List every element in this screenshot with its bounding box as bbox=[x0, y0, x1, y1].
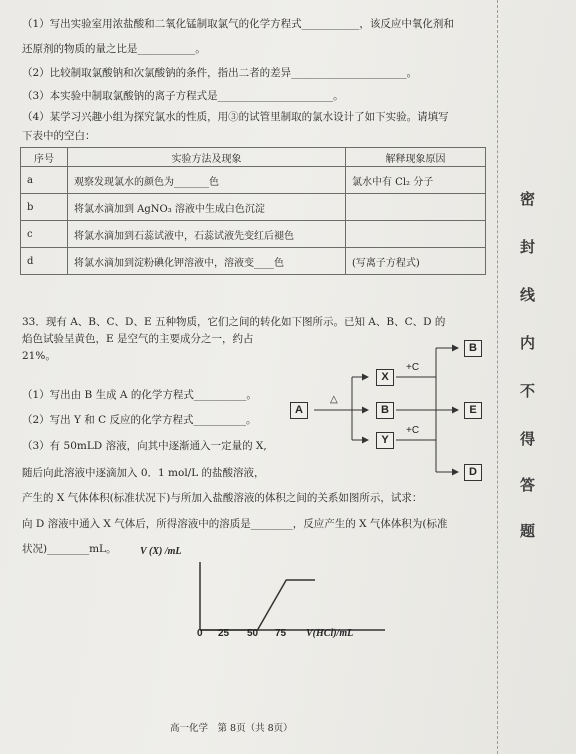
seal-char: 内 bbox=[520, 334, 536, 352]
q32-line-2: 还原剂的物质的量之比是___________。 bbox=[22, 43, 206, 55]
seal-char: 答 bbox=[520, 476, 536, 494]
q33-sub-1: （1）写出由 B 生成 A 的化学方程式__________。 bbox=[22, 389, 257, 401]
cell-id: d bbox=[21, 248, 68, 275]
q32-line-4: （3）本实验中制取氯酸钠的离子方程式是______________________。 bbox=[22, 90, 344, 102]
page-footer: 高一化学 第 8页（共 8页） bbox=[170, 723, 293, 734]
node-D: D bbox=[464, 464, 482, 481]
tick-0: 0 bbox=[197, 628, 203, 639]
q33-sub-3: （3）有 50mLD 溶液，向其中逐渐通入一定量的 X, bbox=[22, 440, 267, 452]
col-header-reason: 解释现象原因 bbox=[346, 148, 486, 167]
seal-char: 不 bbox=[520, 382, 536, 400]
node-X: X bbox=[376, 369, 394, 386]
q32-line-3: （2）比较制取氯酸钠和次氯酸钠的条件，指出二者的差异______________________。 bbox=[22, 67, 418, 79]
q33-line-3: 21%。 bbox=[22, 350, 56, 362]
q33-sub-6: 向 D 溶液中通入 X 气体后，所得溶液中的溶质是________，反应产生的 X 气体体积为(标准 bbox=[22, 518, 448, 530]
cell-id: b bbox=[21, 194, 68, 221]
cell-reason: (写离子方程式) bbox=[346, 248, 486, 275]
tick-75: 75 bbox=[275, 628, 287, 639]
volume-graph bbox=[180, 552, 400, 650]
cell-id: c bbox=[21, 221, 68, 248]
q33-sub-7: 状况)________mL。 bbox=[22, 543, 117, 555]
seal-char: 得 bbox=[520, 430, 536, 448]
q33-sub-5: 产生的 X 气体体积(标准状况下)与所加入盐酸溶液的体积之间的关系如图所示，试求： bbox=[22, 492, 423, 504]
plus-c-label-top: +C bbox=[406, 362, 420, 373]
cell-method: 将氯水滴加到 AgNO₃ 溶液中生成白色沉淀 bbox=[68, 194, 346, 221]
col-header-id: 序号 bbox=[21, 148, 68, 167]
node-Y: Y bbox=[376, 432, 394, 449]
q32-line-6: 下表中的空白： bbox=[22, 130, 96, 142]
node-A: A bbox=[290, 402, 308, 419]
col-header-method: 实验方法及现象 bbox=[68, 148, 346, 167]
tick-25: 25 bbox=[218, 628, 230, 639]
node-B-middle: B bbox=[376, 402, 394, 419]
cell-reason: 氯水中有 Cl₂ 分子 bbox=[346, 167, 486, 194]
seal-line bbox=[497, 0, 499, 754]
q32-line-5: （4）某学习兴趣小组为探究氯水的性质，用③的试管里制取的氯水设计了如下实验。请填写 bbox=[22, 111, 449, 123]
series-line bbox=[200, 580, 315, 630]
q32-line-1: （1）写出实验室用浓盐酸和二氧化锰制取氯气的化学方程式___________，该反应中氧化剂和 bbox=[22, 18, 454, 30]
node-E: E bbox=[464, 402, 482, 419]
q33-line-2: 焰色试验呈黄色，E 是空气的主要成分之一，约占 bbox=[22, 333, 254, 345]
cell-id: a bbox=[21, 167, 68, 194]
cell-method: 观察发现氯水的颜色为_______色 bbox=[68, 167, 346, 194]
graph-y-label: V (X) /mL bbox=[140, 546, 182, 557]
cell-method: 将氯水滴加到石蕊试液中，石蕊试液先变红后褪色 bbox=[68, 221, 346, 248]
cell-method: 将氯水滴加到淀粉碘化钾溶液中，溶液变____色 bbox=[68, 248, 346, 275]
q33-line-1: 33．现有 A、B、C、D、E 五种物质，它们之间的转化如下图所示。已知 A、B、C、D 的 bbox=[22, 316, 446, 328]
q33-sub-2: （2）写出 Y 和 C 反应的化学方程式__________。 bbox=[22, 414, 257, 426]
q33-sub-4: 随后向此溶液中逐滴加入 0．1 mol/L 的盐酸溶液， bbox=[22, 467, 265, 479]
graph-x-label: V(HCl)/mL bbox=[306, 628, 354, 639]
node-B-top: B bbox=[464, 340, 482, 357]
seal-char: 封 bbox=[520, 238, 536, 256]
plus-c-label-bottom: +C bbox=[406, 425, 420, 436]
heat-symbol: △ bbox=[330, 394, 338, 405]
tick-50: 50 bbox=[247, 628, 259, 639]
seal-char: 线 bbox=[520, 286, 536, 304]
seal-char: 密 bbox=[520, 190, 536, 208]
seal-char: 题 bbox=[520, 522, 536, 540]
